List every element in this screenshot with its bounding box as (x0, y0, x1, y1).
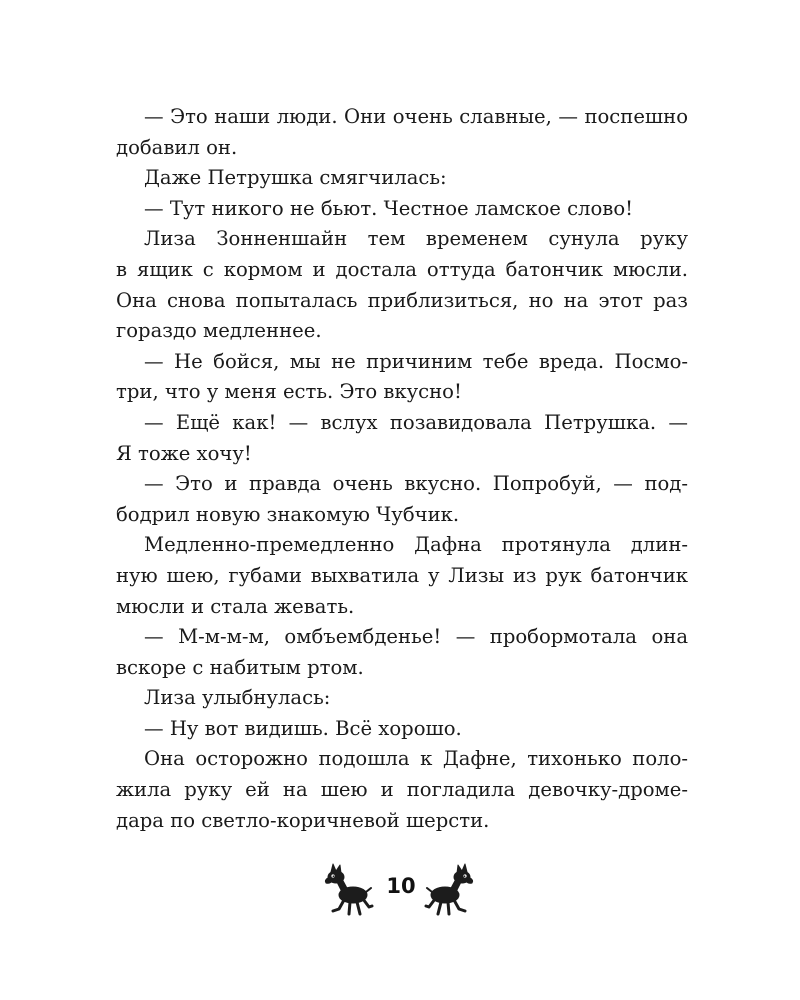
text-line: Лиза улыбнулась: (144, 686, 331, 710)
text-line: бодрил новую знакомую Чубчик. (116, 502, 460, 526)
camel-icon (424, 862, 476, 922)
text-line: Лиза Зонненшайн тем временем сунула руку (144, 227, 688, 251)
text-line: — Ещё как! — вслух позавидовала Петрушка. — (144, 410, 688, 434)
text-line: Она снова попыталась приблизиться, но на этот раз (116, 288, 688, 312)
text-line: — М-м-м-м, омбъембденье! — пробормотала она (144, 625, 688, 649)
text-line: вскоре с набитым ртом. (116, 655, 364, 679)
text-line: три, что у меня есть. Это вкусно! (116, 380, 462, 404)
text-line: в ящик с кормом и достала оттуда батончик мюсли. (116, 257, 688, 281)
text-line: — Это наши люди. Они очень славные, — поспешно (144, 105, 688, 128)
text-line: жила руку ей на шею и погладила девочку-дроме- (116, 778, 688, 802)
camel-icon (322, 862, 374, 922)
body-text (116, 102, 688, 836)
page-number: 10 (386, 874, 416, 898)
text-line: дара по светло-коричневой шерсти. (116, 808, 490, 832)
text-line: мюсли и стала жевать. (116, 594, 355, 618)
text-line: — Не бойся, мы не причиним тебе вреда. Посмо- (144, 349, 688, 373)
text-line: Я тоже хочу! (116, 441, 252, 465)
text-line: гораздо медленнее. (116, 319, 322, 343)
text-line: — Тут никого не бьют. Честное ламское слово! (144, 196, 634, 220)
text-line: — Ну вот видишь. Всё хорошо. (144, 716, 462, 740)
text-line: Даже Петрушка смягчилась: (144, 166, 447, 190)
text-line: добавил он. (116, 135, 238, 159)
text-line: Медленно-премедленно Дафна протянула длин- (144, 533, 688, 557)
text-line: ную шею, губами выхватила у Лизы из рук батончик (116, 563, 688, 587)
text-line: — Это и правда очень вкусно. Попробуй, — под- (144, 472, 688, 496)
text-line: Она осторожно подошла к Дафне, тихонько поло- (144, 747, 688, 771)
page-footer (0, 862, 800, 922)
